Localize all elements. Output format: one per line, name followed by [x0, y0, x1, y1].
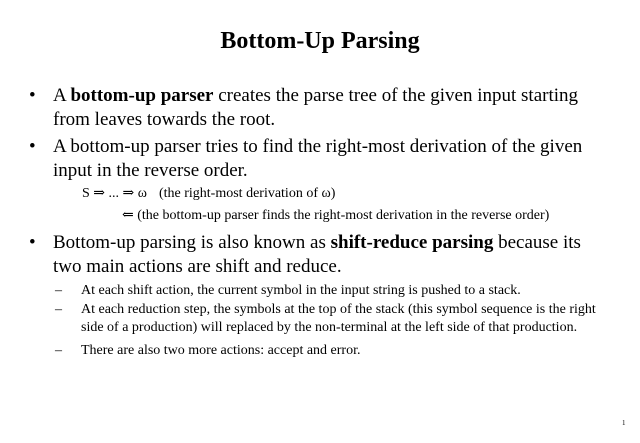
derivation-line-1 — [82, 185, 335, 203]
bullet-1-bold: bottom-up parser — [70, 85, 214, 106]
bullet-1-pre: A — [53, 85, 71, 106]
dash-marker: – — [55, 302, 62, 317]
dash-marker: – — [55, 283, 62, 298]
bullet-marker: • — [29, 232, 36, 253]
bullet-3-post: because its two main actions are shift and reduce. — [53, 232, 581, 277]
bullet-3-bold: shift-reduce parsing — [330, 232, 494, 253]
subpoint-3-text: There are also two more actions: accept and error. — [81, 343, 361, 358]
derivation-note: (the right-most derivation of ω) — [158, 186, 336, 201]
page-number: 1 — [622, 419, 626, 427]
subpoint-2-text: At each reduction step, the symbols at the top of the stack (this symbol sequence is the right side of a production) will replaced by the non-terminal at the left side of that production. — [81, 302, 596, 335]
derivation-line-2: ⇐ (the bottom-up parser finds the right-most derivation in the reverse order) — [122, 208, 550, 223]
bullet-marker: • — [29, 85, 36, 106]
bullet-marker: • — [29, 136, 36, 157]
bullet-3-pre: Bottom-up parsing is also known as — [53, 232, 331, 253]
dash-marker: – — [55, 343, 62, 358]
bullet-3-text — [53, 231, 613, 279]
slide-title: Bottom-Up Parsing — [220, 28, 420, 54]
bullet-2-text: A bottom-up parser tries to find the right-most derivation of the given input in the reverse order. — [53, 136, 583, 181]
derivation-formula: S ⇒ ... ⇒ ω — [82, 186, 147, 201]
bullet-1-text — [53, 84, 613, 132]
subpoint-1-text: At each shift action, the current symbol in the input string is pushed to a stack. — [81, 283, 521, 298]
bullet-1-post: creates the parse tree of the given input starting from leaves towards the root. — [53, 85, 579, 130]
